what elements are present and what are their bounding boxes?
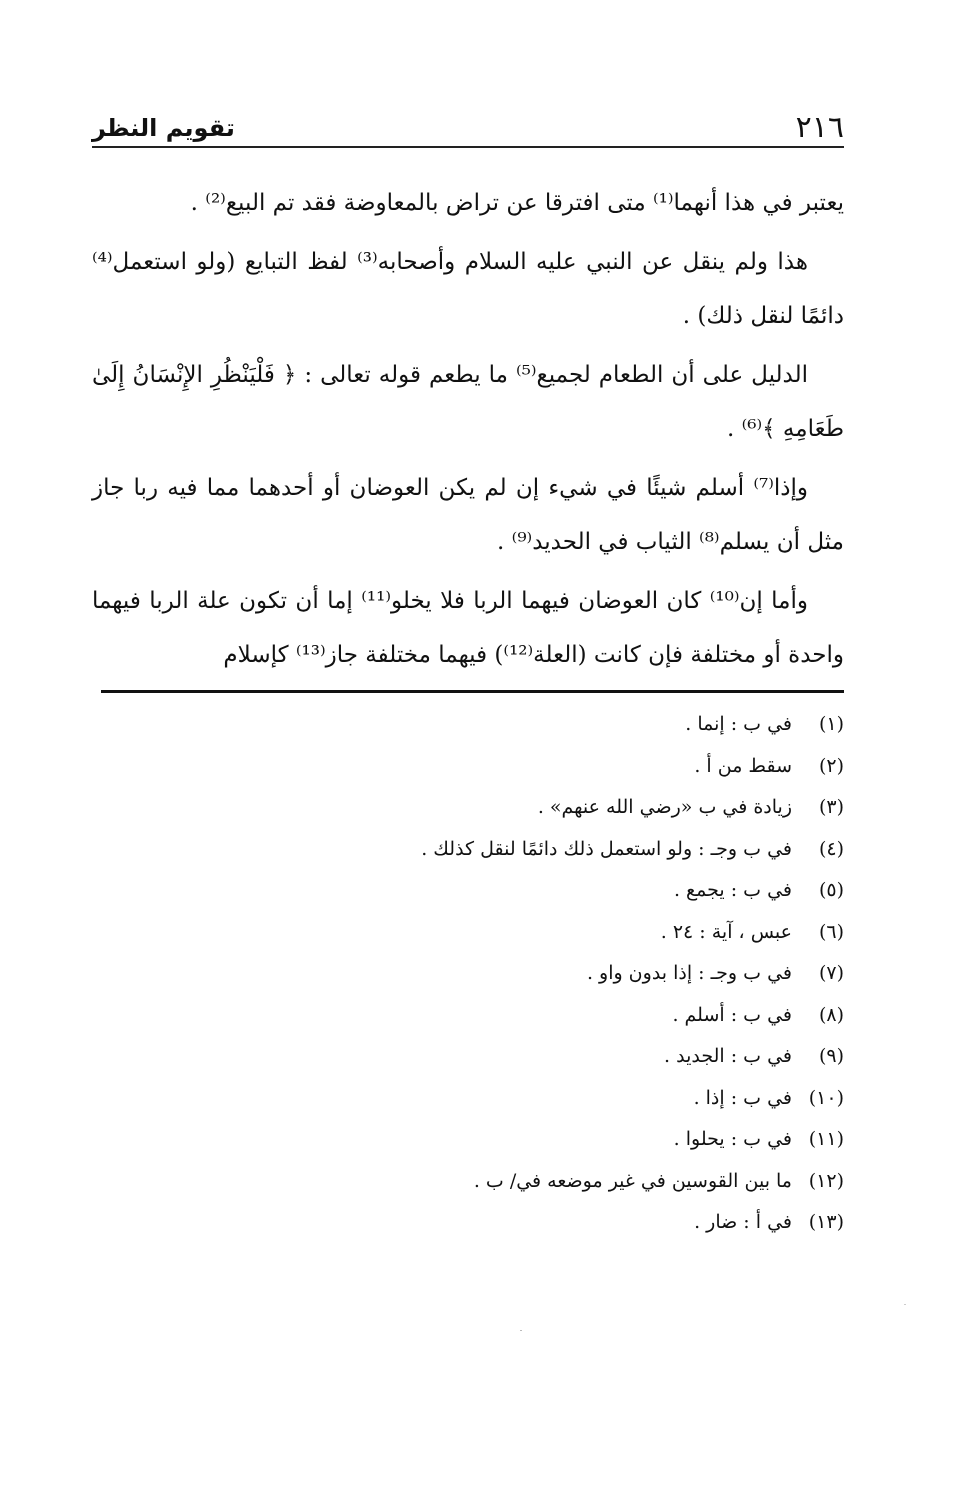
footnote-text: في ب : يحلوا . <box>673 1128 792 1150</box>
paragraph: هذا ولم ينقل عن النبي عليه السلام وأصحابه⁽³⁾ لفظ التبايع (ولو استعمل⁽⁴⁾ دائمًا لنقل ذلك) . <box>92 249 844 329</box>
footnote <box>110 1202 844 1244</box>
footnote-text: ما بين القوسين في غير موضعه في/ ب . <box>473 1169 792 1192</box>
footnote-number: (٢) <box>818 754 844 777</box>
footnote-number: (١٣) <box>808 1211 844 1233</box>
footnote-number: (٩) <box>818 1045 844 1067</box>
scan-speck <box>904 1304 906 1305</box>
footnote <box>110 1078 844 1120</box>
footnote <box>110 912 844 954</box>
footnote <box>110 1036 844 1078</box>
footnote-number: (١٢) <box>808 1169 844 1192</box>
footnotes-list <box>110 704 844 1244</box>
footnote-text: في أ : ضار . <box>694 1211 792 1233</box>
footnote-number: (٧) <box>818 962 844 984</box>
footnote <box>110 1119 844 1161</box>
footnote-number: (١) <box>818 713 844 735</box>
footnote <box>110 704 844 746</box>
footnote-number: (٣) <box>818 796 844 818</box>
footnote-text: سقط من أ . <box>694 754 792 777</box>
paragraph: يعتبر في هذا أنهما⁽¹⁾ متى افترقا عن تراض بالمعاوضة فقد تم البيع⁽²⁾ . <box>190 190 844 216</box>
running-title: تقويم النظر <box>92 114 235 142</box>
footnote-divider <box>101 690 844 693</box>
page-header <box>92 108 844 148</box>
footnote-text: في ب : إنما . <box>685 713 792 735</box>
footnote <box>110 995 844 1037</box>
footnote <box>110 746 844 788</box>
footnote-text: في ب : يجمع . <box>673 879 792 901</box>
footnote-text: في ب : أسلم . <box>672 1003 792 1026</box>
footnote <box>110 787 844 829</box>
footnote-text: في ب : إذا . <box>693 1086 792 1109</box>
footnote-text: في ب : الجديد . <box>664 1045 792 1067</box>
footnote-number: (٥) <box>818 879 844 901</box>
paragraph: وأما إن⁽¹⁰⁾ كان العوضان فيهما الربا فلا يخلو⁽¹¹⁾ إما أن تكون علة الربا فيهما واحدة أو مختلفة فإن كانت (العلة⁽¹²⁾) فيهما مختلفة جاز⁽¹³⁾ كإسلام <box>92 588 844 668</box>
footnote <box>110 1161 844 1203</box>
footnote <box>110 953 844 995</box>
footnote-number: (٦) <box>818 920 844 943</box>
footnote-number: (١١) <box>808 1128 844 1150</box>
paragraph: وإذا⁽⁷⁾ أسلم شيئًا في شيء إن لم يكن العوضان أو أحدهما مما فيه ربا جاز مثل أن يسلم⁽⁸⁾ الثياب في الحديد⁽⁹⁾ . <box>92 475 844 555</box>
footnote-number: (١٠) <box>808 1086 844 1109</box>
paragraph: الدليل على أن الطعام لجميع⁽⁵⁾ ما يطعم قوله تعالى : ﴿ فَلْيَنْظُرِ الإِنْسَانُ إِلَىٰ طَعَامِهِ ﴾⁽⁶⁾ . <box>92 362 844 442</box>
scan-speck <box>520 1330 522 1331</box>
footnote-text: في ب وجـ : إذا بدون واو . <box>586 962 792 984</box>
main-text <box>92 176 844 687</box>
page-number: ٢١٦ <box>795 110 844 145</box>
footnote-text: عبس ، آية : ٢٤ . <box>660 920 792 943</box>
footnote-text: في ب وجـ : ولو استعمل ذلك دائمًا لنقل كذلك . <box>421 837 792 860</box>
footnote-number: (٨) <box>818 1003 844 1026</box>
footnote <box>110 870 844 912</box>
footnote-text: زيادة في ب «رضي الله عنهم» . <box>537 796 792 818</box>
footnote <box>110 829 844 871</box>
footnote-number: (٤) <box>818 837 844 860</box>
